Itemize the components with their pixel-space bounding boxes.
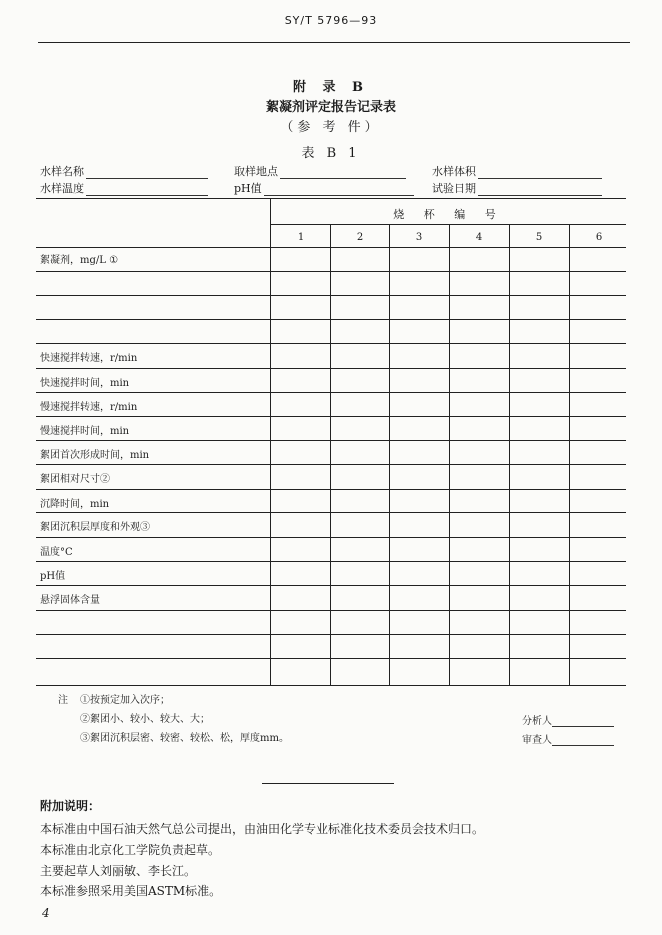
sample-name-field [40,163,208,179]
sample-temp-label: 水样温度 [40,182,84,195]
row-rule [36,561,626,562]
cup-number: 2 [356,232,364,243]
row-label: 快速搅拌时间，min [40,378,130,389]
sample-location-label: 取样地点 [234,165,278,178]
row-rule [36,271,626,272]
cup-number: 5 [535,232,543,243]
ph-field [234,180,414,196]
additional-line: 本标准参照采用美国ASTM标准。 [40,884,222,898]
row-label: 温度°C [40,547,73,558]
sample-location-input[interactable] [280,166,406,179]
note-item: ②絮团小、较小、较大、大； [80,714,210,725]
cup-number: 1 [297,232,305,243]
ph-input[interactable] [264,183,414,196]
note-item: ①按预定加入次序； [80,695,170,706]
sample-volume-label: 水样体积 [432,165,476,178]
analyst-signature [522,712,614,727]
standard-code: SY/T 5796—93 [284,14,378,27]
row-rule [36,610,626,611]
row-label: 慢速搅拌转速，r/min [40,402,138,413]
additional-line: 本标准由中国石油天然气总公司提出，由油田化学专业标准化技术委员会技术归口。 [40,822,485,836]
row-rule [36,416,626,417]
reviewer-signature [522,731,614,746]
row-label: 絮团首次形成时间，min [40,450,150,461]
row-label: 悬浮固体含量 [40,595,100,606]
row-rule [36,658,626,659]
row-rule [36,489,626,490]
cup-number-header: 烧 杯 编 号 [393,208,504,221]
sample-volume-input[interactable] [478,166,602,179]
row-label: 絮凝剂，mg/L ① [40,255,119,266]
row-rule [36,319,626,320]
header-rule [38,42,630,43]
reviewer-label: 审查人 [522,735,552,746]
row-rule [36,295,626,296]
row-rule [36,440,626,441]
col-divider-1 [330,224,331,686]
sample-temp-field [40,180,208,196]
cup-number: 4 [475,232,483,243]
row-rule [36,537,626,538]
appendix-label: 附 录 B [292,80,370,95]
table-header-bottom-rule [36,247,626,248]
cup-number: 3 [415,232,423,243]
additional-heading: 附加说明： [40,799,101,813]
row-rule [36,464,626,465]
notes-label: 注 [58,695,68,706]
additional-line: 主要起草人刘丽敏、李长江。 [40,864,197,878]
row-rule [36,343,626,344]
sample-location-field [234,163,406,179]
row-label: pH值 [40,571,66,582]
row-rule [36,634,626,635]
row-rule [36,585,626,586]
test-date-input[interactable] [478,183,602,196]
section-rule [262,783,394,784]
row-rule [36,392,626,393]
col-divider-4 [509,224,510,686]
row-label: 沉降时间，min [40,499,110,510]
additional-line: 本标准由北京化工学院负责起草。 [40,843,221,857]
cup-number: 6 [595,232,603,243]
table-bottom-rule [36,685,626,686]
note-item: ③絮团沉积层密、较密、较松、松，厚度mm。 [80,733,289,744]
reviewer-input[interactable] [552,734,614,746]
row-label: 絮团相对尺寸② [40,474,110,485]
analyst-label: 分析人 [522,716,552,727]
sample-temp-input[interactable] [86,183,208,196]
row-rule [36,512,626,513]
page-title: 絮凝剂评定报告记录表 [265,100,396,115]
table-top-rule [36,198,626,199]
row-rule [36,368,626,369]
row-label: 快速搅拌转速，r/min [40,353,138,364]
sample-volume-field [432,163,602,179]
row-label: 慢速搅拌时间，min [40,426,130,437]
col-divider-3 [449,224,450,686]
sample-name-label: 水样名称 [40,165,84,178]
table-number: 表 B 1 [301,146,361,161]
test-date-label: 试验日期 [432,182,476,195]
sample-name-input[interactable] [86,166,208,179]
reference-note: （参 考 件） [280,120,382,135]
row-label: 絮团沉积层厚度和外观③ [40,522,150,533]
test-date-field [432,180,602,196]
page-number: 4 [42,906,50,920]
ph-label: pH值 [234,182,262,195]
col-divider-2 [389,224,390,686]
analyst-input[interactable] [552,715,614,727]
col-divider-5 [569,224,570,686]
